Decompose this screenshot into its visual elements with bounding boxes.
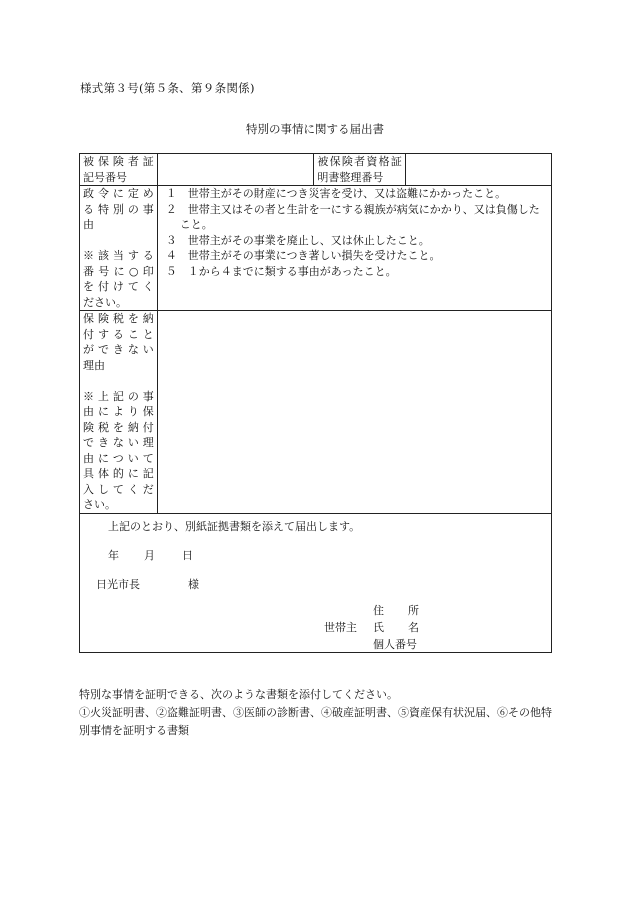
note-line: を付けてく bbox=[83, 280, 154, 293]
label-line: 明書整理番号 bbox=[317, 170, 384, 184]
note-line: できない理 bbox=[83, 436, 154, 449]
certificate-number-row bbox=[80, 154, 552, 186]
month-label: 月 bbox=[144, 548, 155, 562]
note-line: 入してくだ bbox=[83, 482, 154, 496]
label-line: 被保険者証 bbox=[83, 155, 154, 168]
special-reason-row bbox=[80, 186, 552, 311]
reason-option-1[interactable]: １ 世帯主がその財産につき災害を受け、又は盗難にかかったこと。 bbox=[165, 187, 507, 200]
reason-option-4[interactable]: ４ 世帯主がその事業につき著しい損失を受けたこと。 bbox=[165, 249, 441, 262]
id-number-label: 個人番号 bbox=[373, 637, 417, 651]
note-line: 由について bbox=[83, 451, 154, 465]
label-line: 記号番号 bbox=[83, 170, 127, 184]
note-line: 険税を納付 bbox=[83, 420, 154, 434]
submission-statement: 上記のとおり、別紙証拠書類を添えて届出します。 bbox=[108, 519, 361, 533]
label-line: ができない bbox=[83, 343, 154, 356]
name-label: 氏名 bbox=[373, 620, 419, 634]
label-line: 保険税を納 bbox=[83, 312, 154, 325]
householder-label: 世帯主 bbox=[324, 620, 357, 634]
label-line: 政令に定め bbox=[83, 187, 154, 200]
signature-row bbox=[80, 513, 552, 652]
label-line: 被保険者資格証 bbox=[317, 155, 402, 168]
label-line: 由 bbox=[83, 218, 94, 231]
attachment-notes bbox=[79, 686, 554, 740]
note-line: ※該当する bbox=[83, 249, 154, 262]
insured-cert-number-label bbox=[80, 154, 158, 186]
note-line: ※上記の事 bbox=[83, 389, 154, 403]
qualification-cert-number-field[interactable] bbox=[405, 154, 551, 186]
note-line: 由により保 bbox=[83, 405, 154, 418]
addressee-mayor: 日光市長 bbox=[96, 577, 140, 591]
tax-reason-row bbox=[80, 311, 552, 514]
note-line: 具体的に記 bbox=[83, 467, 154, 480]
reason-option-5[interactable]: ５ １から４までに類する事由があったこと。 bbox=[165, 264, 397, 278]
honorific-sama: 様 bbox=[188, 577, 199, 591]
special-reason-options bbox=[157, 186, 551, 311]
attachment-instruction: 特別な事情を証明できる、次のような書類を添付してください。 bbox=[79, 688, 398, 701]
tax-reason-input[interactable] bbox=[157, 311, 551, 514]
address-label: 住所 bbox=[373, 603, 419, 617]
insured-cert-number-field[interactable] bbox=[157, 154, 314, 186]
qualification-cert-number-label bbox=[314, 154, 405, 186]
document-title: 特別の事情に関する届出書 bbox=[246, 122, 384, 136]
notification-form-table bbox=[79, 153, 552, 653]
form-number: 様式第３号(第５条、第９条関係) bbox=[80, 81, 255, 95]
label-line: 付すること bbox=[83, 327, 154, 341]
tax-reason-label bbox=[80, 311, 158, 514]
signature-block bbox=[80, 513, 552, 652]
day-label: 日 bbox=[182, 548, 193, 562]
reason-option-3[interactable]: ３ 世帯主がその事業を廃止し、又は休止したこと。 bbox=[165, 233, 430, 247]
year-label: 年 bbox=[108, 548, 119, 562]
attachment-document-list: ①火災証明書、②盗難証明書、③医師の診断書、④破産証明書、⑤資産保有状況届、⑥その他特別事情を証明する書類 bbox=[79, 706, 552, 737]
label-line: る特別の事 bbox=[83, 202, 154, 216]
note-line: ださい。 bbox=[83, 295, 127, 309]
note-line: 番号に○印 bbox=[83, 264, 154, 278]
note-line: さい。 bbox=[83, 498, 116, 511]
reason-option-2[interactable]: ２ 世帯主又はその者と生計を一にする親族が病気にかかり、又は負傷したこと。 bbox=[165, 202, 540, 231]
label-line: 理由 bbox=[83, 358, 105, 372]
special-reason-label bbox=[80, 186, 158, 311]
